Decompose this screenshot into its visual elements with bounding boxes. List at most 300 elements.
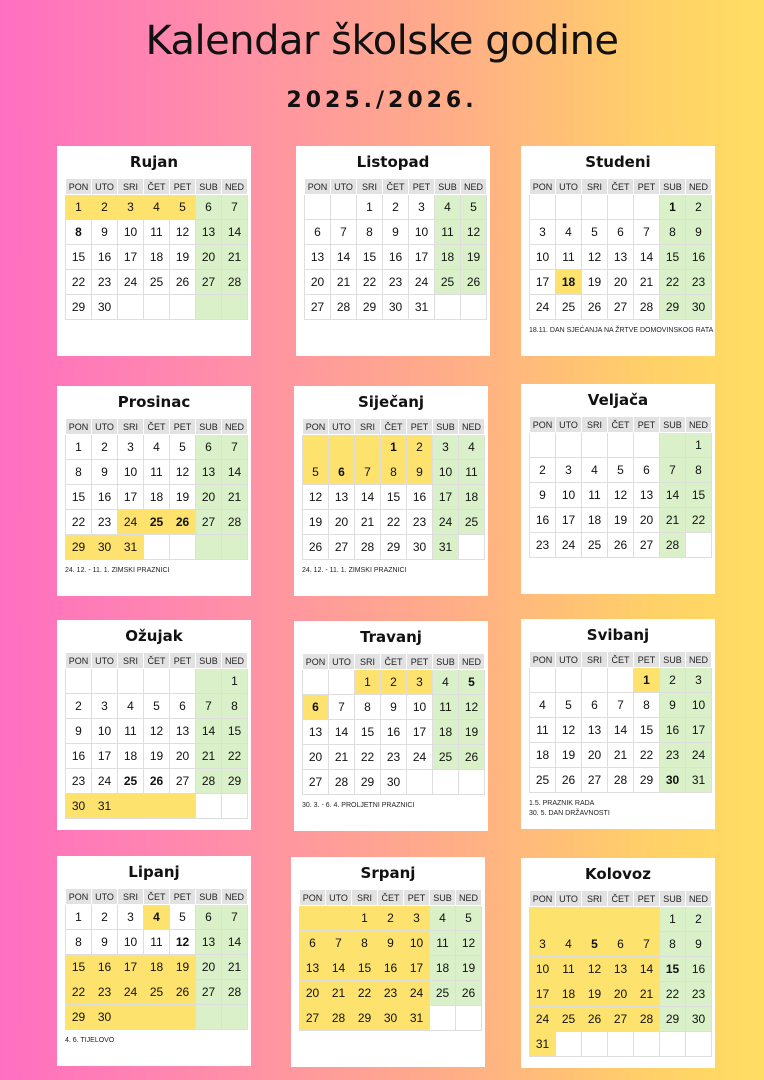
weekday-label: NED [686, 417, 712, 433]
day-cell: 11 [556, 957, 582, 982]
week-row [530, 295, 712, 320]
day-cell: 6 [608, 932, 634, 957]
day-cell: 1 [660, 195, 686, 220]
day-cell [459, 770, 485, 795]
day-cell: 27 [170, 769, 196, 794]
week-row [66, 220, 248, 245]
week-row [303, 695, 485, 720]
day-cell [582, 1032, 608, 1057]
day-cell: 26 [461, 270, 487, 295]
day-cell: 18 [459, 485, 485, 510]
day-cell: 12 [170, 460, 196, 485]
weekday-label: PON [303, 419, 329, 435]
day-cell: 15 [634, 718, 660, 743]
day-cell: 15 [66, 245, 92, 270]
day-cell [118, 1005, 144, 1030]
month-note: 30. 5. DAN DRŽAVNOSTI [529, 810, 610, 817]
day-cell: 16 [92, 485, 118, 510]
day-cell [222, 295, 248, 320]
day-cell: 28 [196, 769, 222, 794]
day-cell: 25 [144, 270, 170, 295]
day-cell: 27 [305, 295, 331, 320]
week-row [300, 906, 482, 931]
day-cell: 17 [433, 485, 459, 510]
day-cell: 25 [433, 745, 459, 770]
day-cell [222, 1005, 248, 1030]
day-cell: 20 [608, 982, 634, 1007]
day-cell [634, 907, 660, 932]
weekday-label: UTO [326, 890, 352, 906]
weekday-label: SUB [660, 417, 686, 433]
day-cell: 10 [407, 695, 433, 720]
day-cell: 30 [407, 535, 433, 560]
day-cell: 14 [329, 720, 355, 745]
day-cell: 15 [66, 955, 92, 980]
day-cell: 28 [634, 295, 660, 320]
weekday-label: PON [66, 653, 92, 669]
day-cell: 19 [459, 720, 485, 745]
day-cell: 31 [118, 535, 144, 560]
day-cell: 30 [686, 1007, 712, 1032]
month-name: Veljača [587, 391, 649, 409]
week-row [530, 508, 712, 533]
week-row [66, 744, 248, 769]
day-cell [92, 669, 118, 694]
day-cell [170, 295, 196, 320]
day-cell [303, 435, 329, 460]
day-cell [634, 1032, 660, 1057]
month-name: Listopad [356, 153, 430, 171]
day-cell: 18 [435, 245, 461, 270]
weekday-label: NED [222, 889, 248, 905]
day-cell: 27 [329, 535, 355, 560]
day-cell: 8 [381, 460, 407, 485]
day-cell: 23 [686, 270, 712, 295]
day-cell: 23 [686, 982, 712, 1007]
day-cell: 19 [170, 955, 196, 980]
day-cell: 1 [66, 435, 92, 460]
day-cell: 30 [92, 535, 118, 560]
week-row [530, 1007, 712, 1032]
day-cell: 18 [556, 270, 582, 295]
day-cell: 6 [196, 195, 222, 220]
day-cell: 11 [433, 695, 459, 720]
day-cell: 17 [409, 245, 435, 270]
day-cell: 31 [686, 768, 712, 793]
day-cell: 13 [305, 245, 331, 270]
weekday-label: PET [170, 179, 196, 195]
week-row [66, 769, 248, 794]
day-cell: 12 [582, 245, 608, 270]
day-cell: 21 [634, 270, 660, 295]
day-cell: 23 [381, 745, 407, 770]
day-cell: 28 [331, 295, 357, 320]
day-cell: 12 [170, 220, 196, 245]
day-cell [556, 668, 582, 693]
day-cell: 16 [660, 718, 686, 743]
month-name: Srpanj [360, 864, 416, 882]
day-cell: 21 [326, 981, 352, 1006]
day-cell: 24 [404, 981, 430, 1006]
day-cell [170, 535, 196, 560]
day-cell [686, 1032, 712, 1057]
week-row [530, 1032, 712, 1057]
month-name: Rujan [129, 153, 179, 171]
day-cell: 13 [300, 956, 326, 981]
day-cell: 26 [170, 510, 196, 535]
day-cell: 12 [461, 220, 487, 245]
day-cell: 5 [461, 195, 487, 220]
day-cell: 6 [329, 460, 355, 485]
day-cell [222, 794, 248, 819]
day-cell: 3 [556, 458, 582, 483]
weekday-header-row [530, 179, 712, 195]
day-cell: 12 [608, 483, 634, 508]
day-cell: 21 [331, 270, 357, 295]
day-cell: 20 [582, 743, 608, 768]
day-cell: 6 [634, 458, 660, 483]
day-cell: 20 [634, 508, 660, 533]
day-cell: 4 [582, 458, 608, 483]
weekday-header-row [66, 653, 248, 669]
day-cell: 23 [378, 981, 404, 1006]
day-cell: 5 [582, 220, 608, 245]
day-cell: 13 [303, 720, 329, 745]
day-cell: 2 [407, 435, 433, 460]
day-cell: 13 [329, 485, 355, 510]
month-table [65, 888, 248, 1030]
day-cell: 2 [92, 905, 118, 930]
weekday-label: PON [66, 419, 92, 435]
day-cell: 24 [686, 743, 712, 768]
day-cell: 3 [407, 670, 433, 695]
day-cell: 29 [355, 770, 381, 795]
day-cell: 20 [608, 270, 634, 295]
day-cell [305, 195, 331, 220]
day-cell [556, 1032, 582, 1057]
day-cell: 23 [66, 769, 92, 794]
day-cell: 10 [556, 483, 582, 508]
day-cell: 26 [582, 1007, 608, 1032]
day-cell: 5 [170, 195, 196, 220]
month-note: 24. 12. - 11. 1. ZIMSKI PRAZNICI [65, 567, 170, 574]
month-name: Kolovoz [585, 865, 651, 883]
day-cell: 28 [222, 270, 248, 295]
day-cell [170, 669, 196, 694]
day-cell: 12 [303, 485, 329, 510]
day-cell: 10 [530, 957, 556, 982]
day-cell: 14 [608, 718, 634, 743]
day-cell: 13 [196, 930, 222, 955]
weekday-label: SUB [196, 653, 222, 669]
day-cell: 3 [686, 668, 712, 693]
day-cell: 18 [582, 508, 608, 533]
day-cell: 10 [404, 931, 430, 956]
day-cell: 3 [92, 694, 118, 719]
month-card [296, 146, 490, 356]
day-cell: 27 [196, 510, 222, 535]
day-cell: 3 [530, 932, 556, 957]
day-cell: 23 [92, 510, 118, 535]
day-cell: 4 [556, 220, 582, 245]
week-row [530, 768, 712, 793]
day-cell: 25 [118, 769, 144, 794]
day-cell: 8 [352, 931, 378, 956]
day-cell: 19 [456, 956, 482, 981]
day-cell: 24 [118, 510, 144, 535]
month-card [57, 146, 251, 356]
day-cell: 29 [660, 1007, 686, 1032]
day-cell: 20 [196, 485, 222, 510]
week-row [530, 982, 712, 1007]
weekday-label: ČET [608, 417, 634, 433]
day-cell: 6 [196, 435, 222, 460]
week-row [530, 483, 712, 508]
week-row [530, 718, 712, 743]
week-row [530, 458, 712, 483]
month-card [291, 857, 485, 1067]
weekday-label: SUB [660, 179, 686, 195]
day-cell: 25 [144, 980, 170, 1005]
day-cell: 2 [92, 195, 118, 220]
day-cell: 26 [303, 535, 329, 560]
day-cell: 28 [660, 533, 686, 558]
day-cell: 9 [378, 931, 404, 956]
day-cell: 14 [196, 719, 222, 744]
week-row [305, 195, 487, 220]
weekday-label: PET [634, 417, 660, 433]
day-cell: 13 [608, 245, 634, 270]
day-cell [196, 794, 222, 819]
weekday-label: SRI [582, 179, 608, 195]
weekday-label: PON [66, 179, 92, 195]
day-cell: 6 [305, 220, 331, 245]
day-cell: 24 [92, 769, 118, 794]
day-cell: 12 [144, 719, 170, 744]
day-cell: 15 [660, 245, 686, 270]
day-cell: 27 [300, 1006, 326, 1031]
month-card [294, 386, 488, 596]
day-cell [459, 535, 485, 560]
month-note: 18.11. DAN SJEĆANJA NA ŽRTVE DOMOVINSKOG RATA [529, 327, 714, 334]
day-cell [608, 907, 634, 932]
day-cell: 2 [660, 668, 686, 693]
week-row [66, 510, 248, 535]
weekday-label: ČET [381, 419, 407, 435]
weekday-label: SUB [433, 654, 459, 670]
weekday-label: PON [530, 891, 556, 907]
day-cell: 3 [433, 435, 459, 460]
month-table [302, 418, 485, 560]
day-cell: 12 [170, 930, 196, 955]
weekday-label: ČET [144, 419, 170, 435]
day-cell: 1 [686, 433, 712, 458]
weekday-header-row [303, 419, 485, 435]
day-cell: 16 [686, 245, 712, 270]
weekday-label: UTO [556, 891, 582, 907]
week-row [530, 743, 712, 768]
day-cell: 2 [530, 458, 556, 483]
day-cell: 18 [144, 955, 170, 980]
weekday-label: UTO [556, 652, 582, 668]
day-cell [608, 195, 634, 220]
month-name: Studeni [585, 153, 651, 171]
day-cell: 22 [66, 270, 92, 295]
day-cell: 30 [92, 1005, 118, 1030]
day-cell: 17 [118, 485, 144, 510]
day-cell: 19 [144, 744, 170, 769]
weekday-label: NED [686, 652, 712, 668]
week-row [530, 433, 712, 458]
day-cell: 5 [170, 905, 196, 930]
week-row [303, 485, 485, 510]
day-cell: 4 [144, 195, 170, 220]
day-cell: 27 [608, 1007, 634, 1032]
day-cell: 8 [66, 930, 92, 955]
day-cell [430, 1006, 456, 1031]
day-cell: 8 [222, 694, 248, 719]
day-cell: 29 [66, 1005, 92, 1030]
week-row [303, 510, 485, 535]
day-cell [435, 295, 461, 320]
week-row [66, 669, 248, 694]
weekday-label: SRI [118, 889, 144, 905]
day-cell: 22 [660, 982, 686, 1007]
weekday-label: PET [634, 179, 660, 195]
day-cell: 22 [66, 510, 92, 535]
weekday-label: NED [686, 891, 712, 907]
day-cell [660, 1032, 686, 1057]
day-cell: 7 [326, 931, 352, 956]
day-cell [118, 669, 144, 694]
day-cell: 27 [582, 768, 608, 793]
day-cell [407, 770, 433, 795]
week-row [66, 980, 248, 1005]
day-cell [582, 668, 608, 693]
day-cell: 22 [660, 270, 686, 295]
day-cell: 28 [355, 535, 381, 560]
day-cell: 15 [355, 720, 381, 745]
month-table [65, 178, 248, 320]
weekday-label: PON [66, 889, 92, 905]
day-cell: 25 [582, 533, 608, 558]
weekday-label: SRI [582, 891, 608, 907]
day-cell: 15 [357, 245, 383, 270]
day-cell [331, 195, 357, 220]
week-row [303, 745, 485, 770]
weekday-label: UTO [556, 179, 582, 195]
day-cell: 1 [381, 435, 407, 460]
day-cell: 31 [404, 1006, 430, 1031]
weekday-label: PET [407, 654, 433, 670]
day-cell: 11 [144, 460, 170, 485]
day-cell: 21 [222, 955, 248, 980]
day-cell [530, 433, 556, 458]
day-cell: 25 [556, 295, 582, 320]
week-row [66, 270, 248, 295]
day-cell: 5 [582, 932, 608, 957]
day-cell: 14 [634, 957, 660, 982]
day-cell: 12 [456, 931, 482, 956]
weekday-label: PON [530, 417, 556, 433]
week-row [66, 694, 248, 719]
weekday-header-row [66, 419, 248, 435]
day-cell: 13 [634, 483, 660, 508]
week-row [303, 720, 485, 745]
day-cell: 9 [92, 220, 118, 245]
week-row [530, 533, 712, 558]
day-cell: 4 [459, 435, 485, 460]
day-cell: 22 [381, 510, 407, 535]
month-table [65, 418, 248, 560]
page-subtitle: 2025./2026. [286, 88, 478, 113]
day-cell: 19 [170, 245, 196, 270]
day-cell: 26 [582, 295, 608, 320]
day-cell: 1 [352, 906, 378, 931]
day-cell [300, 906, 326, 931]
day-cell: 3 [118, 905, 144, 930]
day-cell [329, 670, 355, 695]
week-row [66, 930, 248, 955]
day-cell: 1 [66, 195, 92, 220]
week-row [300, 931, 482, 956]
day-cell: 4 [433, 670, 459, 695]
day-cell [530, 907, 556, 932]
day-cell: 29 [352, 1006, 378, 1031]
week-row [66, 485, 248, 510]
day-cell: 27 [303, 770, 329, 795]
day-cell: 21 [355, 510, 381, 535]
week-row [66, 794, 248, 819]
week-row [303, 535, 485, 560]
day-cell [556, 195, 582, 220]
day-cell: 5 [303, 460, 329, 485]
day-cell: 9 [381, 695, 407, 720]
day-cell: 21 [196, 744, 222, 769]
day-cell: 14 [331, 245, 357, 270]
weekday-label: SRI [582, 652, 608, 668]
day-cell: 25 [144, 510, 170, 535]
day-cell: 9 [660, 693, 686, 718]
month-name: Lipanj [128, 863, 180, 881]
day-cell: 18 [556, 982, 582, 1007]
day-cell: 8 [634, 693, 660, 718]
day-cell: 4 [144, 435, 170, 460]
week-row [300, 1006, 482, 1031]
day-cell: 7 [660, 458, 686, 483]
day-cell: 7 [222, 905, 248, 930]
day-cell: 2 [686, 195, 712, 220]
week-row [66, 195, 248, 220]
day-cell [144, 295, 170, 320]
day-cell: 14 [222, 460, 248, 485]
weekday-label: PON [305, 179, 331, 195]
day-cell: 28 [222, 980, 248, 1005]
day-cell: 26 [144, 769, 170, 794]
day-cell: 25 [435, 270, 461, 295]
month-table [65, 652, 248, 819]
weekday-label: PET [170, 419, 196, 435]
month-note: 30. 3. - 6. 4. PROLJETNI PRAZNICI [302, 802, 415, 809]
month-note: 4. 6. TIJELOVO [65, 1037, 115, 1044]
weekday-label: ČET [383, 179, 409, 195]
week-row [530, 668, 712, 693]
day-cell: 9 [686, 220, 712, 245]
weekday-label: SRI [357, 179, 383, 195]
month-table [529, 178, 712, 320]
day-cell: 11 [118, 719, 144, 744]
weekday-label: NED [222, 179, 248, 195]
